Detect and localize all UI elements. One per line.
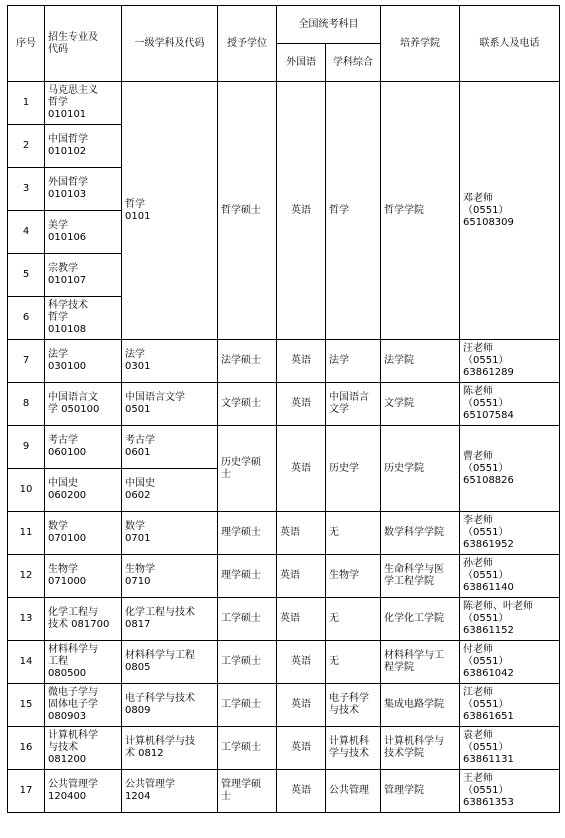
cell-contact: 曹老师 （0551）65108826 [460, 426, 560, 512]
cell-discipline: 公共管理学 1204 [122, 770, 218, 813]
table-row [8, 598, 560, 641]
cell-major: 法学 030100 [45, 340, 122, 383]
cell-seq: 1 [8, 82, 45, 125]
cell-contact: 陈老师、叶老师 （0551）63861152 [460, 598, 560, 641]
cell-foreign: 英语 [277, 555, 326, 598]
header-exam: 全国统考科目 [277, 6, 381, 44]
cell-comprehensive: 公共管理 [326, 770, 381, 813]
cell-contact: 李老师 （0551）63861952 [460, 512, 560, 555]
cell-foreign: 英语 [277, 426, 326, 512]
cell-major: 中国哲学 010102 [45, 125, 122, 168]
table-row [8, 555, 560, 598]
cell-comprehensive: 无 [326, 641, 381, 684]
cell-degree: 工学硕士 [218, 641, 277, 684]
cell-major: 外国哲学 010103 [45, 168, 122, 211]
table-row [8, 82, 560, 125]
cell-major: 计算机科学 与技术 081200 [45, 727, 122, 770]
table-row [8, 426, 560, 469]
cell-major: 材料科学与 工程 080500 [45, 641, 122, 684]
cell-degree: 管理学硕 士 [218, 770, 277, 813]
cell-seq: 6 [8, 297, 45, 340]
cell-degree: 理学硕士 [218, 512, 277, 555]
cell-seq: 16 [8, 727, 45, 770]
cell-seq: 4 [8, 211, 45, 254]
cell-seq: 12 [8, 555, 45, 598]
cell-degree: 文学硕士 [218, 383, 277, 426]
cell-degree: 哲学硕士 [218, 82, 277, 340]
header-contact: 联系人及电话 [460, 6, 560, 82]
cell-comprehensive: 哲学 [326, 82, 381, 340]
header-degree: 授予学位 [218, 6, 277, 82]
table-row [8, 383, 560, 426]
cell-comprehensive: 生物学 [326, 555, 381, 598]
cell-major: 中国史 060200 [45, 469, 122, 512]
table-row [8, 727, 560, 770]
header-foreign: 外国语 [277, 44, 326, 82]
cell-major: 生物学 071000 [45, 555, 122, 598]
table-row [8, 340, 560, 383]
cell-seq: 13 [8, 598, 45, 641]
cell-seq: 8 [8, 383, 45, 426]
header-seq: 序号 [8, 6, 45, 82]
cell-discipline: 法学 0301 [122, 340, 218, 383]
cell-contact: 袁老师 （0551）63861131 [460, 727, 560, 770]
table-row [8, 684, 560, 727]
cell-discipline: 数学 0701 [122, 512, 218, 555]
cell-major: 微电子学与 固体电子学 080903 [45, 684, 122, 727]
cell-comprehensive: 无 [326, 598, 381, 641]
table-row [8, 641, 560, 684]
cell-school: 生命科学与医 学工程学院 [381, 555, 460, 598]
cell-degree: 工学硕士 [218, 684, 277, 727]
admissions-table [7, 5, 560, 813]
cell-comprehensive: 法学 [326, 340, 381, 383]
cell-school: 文学院 [381, 383, 460, 426]
cell-contact: 江老师 （0551）63861651 [460, 684, 560, 727]
header-school: 培养学院 [381, 6, 460, 82]
cell-seq: 9 [8, 426, 45, 469]
cell-school: 管理学院 [381, 770, 460, 813]
cell-foreign: 英语 [277, 727, 326, 770]
cell-degree: 法学硕士 [218, 340, 277, 383]
cell-seq: 7 [8, 340, 45, 383]
cell-comprehensive: 计算机科 学与技术 [326, 727, 381, 770]
cell-school: 计算机科学与 技术学院 [381, 727, 460, 770]
cell-discipline: 哲学 0101 [122, 82, 218, 340]
cell-seq: 5 [8, 254, 45, 297]
cell-comprehensive: 中国语言 文学 [326, 383, 381, 426]
cell-contact: 邓老师 （0551）65108309 [460, 82, 560, 340]
cell-foreign: 英语 [277, 684, 326, 727]
cell-foreign: 英语 [277, 82, 326, 340]
cell-major: 化学工程与 技术 081700 [45, 598, 122, 641]
cell-school: 数学科学学院 [381, 512, 460, 555]
cell-seq: 17 [8, 770, 45, 813]
cell-seq: 14 [8, 641, 45, 684]
cell-degree: 历史学硕 士 [218, 426, 277, 512]
cell-degree: 工学硕士 [218, 727, 277, 770]
table-row [8, 512, 560, 555]
cell-seq: 3 [8, 168, 45, 211]
cell-discipline: 生物学 0710 [122, 555, 218, 598]
cell-school: 集成电路学院 [381, 684, 460, 727]
cell-major: 数学 070100 [45, 512, 122, 555]
cell-seq: 11 [8, 512, 45, 555]
cell-school: 法学院 [381, 340, 460, 383]
cell-school: 历史学院 [381, 426, 460, 512]
cell-discipline: 考古学 0601 [122, 426, 218, 469]
cell-discipline: 计算机科学与技 术 0812 [122, 727, 218, 770]
cell-comprehensive: 电子科学 与技术 [326, 684, 381, 727]
cell-degree: 工学硕士 [218, 598, 277, 641]
cell-foreign: 英语 [277, 770, 326, 813]
cell-discipline: 中国史 0602 [122, 469, 218, 512]
cell-seq: 2 [8, 125, 45, 168]
cell-major: 公共管理学 120400 [45, 770, 122, 813]
cell-seq: 10 [8, 469, 45, 512]
cell-major: 美学 010106 [45, 211, 122, 254]
cell-discipline: 材料科学与工程 0805 [122, 641, 218, 684]
cell-major: 考古学 060100 [45, 426, 122, 469]
header-comprehensive: 学科综合 [326, 44, 381, 82]
cell-foreign: 英语 [277, 383, 326, 426]
cell-discipline: 中国语言文学 0501 [122, 383, 218, 426]
cell-contact: 孙老师 （0551）63861140 [460, 555, 560, 598]
cell-school: 材料科学与工 程学院 [381, 641, 460, 684]
cell-foreign: 英语 [277, 641, 326, 684]
cell-discipline: 化学工程与技术 0817 [122, 598, 218, 641]
cell-contact: 王老师 （0551）63861353 [460, 770, 560, 813]
cell-contact: 付老师 （0551）63861042 [460, 641, 560, 684]
cell-foreign: 英语 [277, 598, 326, 641]
cell-contact: 汪老师 （0551）63861289 [460, 340, 560, 383]
cell-major: 科学技术 哲学 010108 [45, 297, 122, 340]
cell-major: 马克思主义 哲学 010101 [45, 82, 122, 125]
cell-comprehensive: 无 [326, 512, 381, 555]
cell-school: 化学化工学院 [381, 598, 460, 641]
cell-foreign: 英语 [277, 340, 326, 383]
cell-seq: 15 [8, 684, 45, 727]
cell-school: 哲学学院 [381, 82, 460, 340]
table-row [8, 770, 560, 813]
cell-major: 中国语言文 学 050100 [45, 383, 122, 426]
header-major: 招生专业及 代码 [45, 6, 122, 82]
cell-foreign: 英语 [277, 512, 326, 555]
cell-degree: 理学硕士 [218, 555, 277, 598]
header-row [8, 6, 560, 44]
cell-contact: 陈老师 （0551）65107584 [460, 383, 560, 426]
cell-discipline: 电子科学与技术 0809 [122, 684, 218, 727]
header-discipline: 一级学科及代码 [122, 6, 218, 82]
cell-major: 宗教学 010107 [45, 254, 122, 297]
cell-comprehensive: 历史学 [326, 426, 381, 512]
